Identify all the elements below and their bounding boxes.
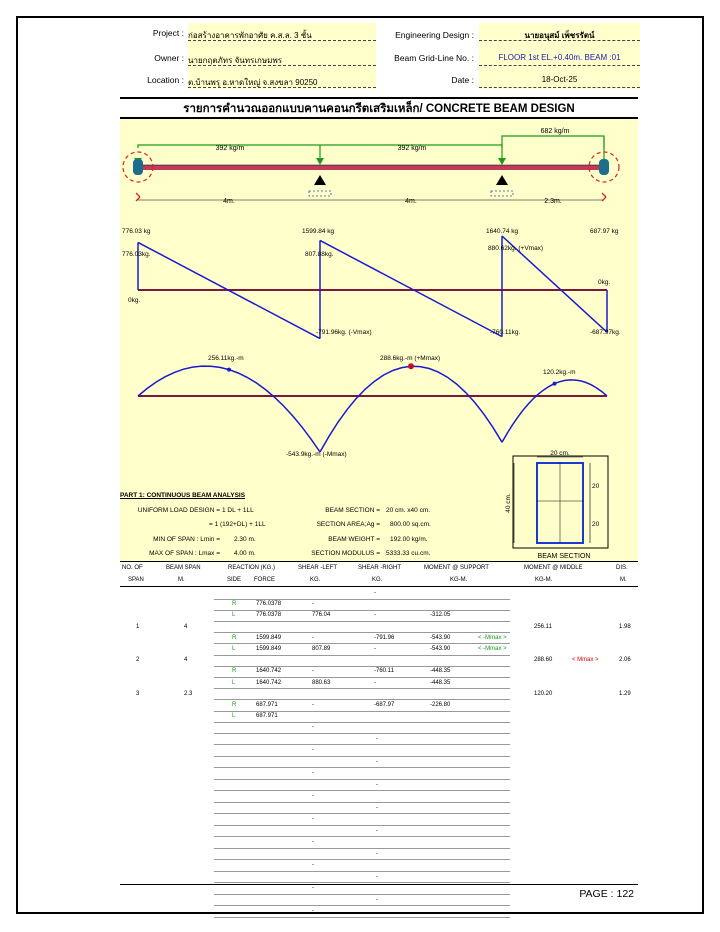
shear-line bbox=[320, 240, 502, 336]
table-cell-mm: 288.60 bbox=[534, 657, 553, 664]
col-head: KG-M. bbox=[450, 577, 468, 583]
table-row bbox=[120, 826, 638, 837]
owner-label: Owner : bbox=[154, 53, 184, 63]
reaction-4: 687.97 kg bbox=[590, 228, 619, 235]
moment-label: 120.2kg.-m bbox=[543, 369, 576, 376]
table-row bbox=[120, 678, 638, 689]
col-head: SHEAR -RIGHT bbox=[358, 565, 402, 571]
table-cell: - bbox=[376, 873, 378, 880]
engineer-value: นายอนุสม์ เพ็ชรรัตน์ bbox=[524, 31, 595, 40]
table-row bbox=[120, 883, 638, 894]
table-row bbox=[120, 700, 638, 711]
table-cell-sl: 880.63 bbox=[312, 679, 331, 686]
table-cell: - bbox=[312, 885, 314, 892]
span-label-3: 2.3m. bbox=[544, 198, 562, 205]
table-cell: - bbox=[312, 839, 314, 846]
col-head: M. bbox=[178, 577, 185, 583]
max-span-value: 4.00 m. bbox=[234, 550, 256, 557]
table-cell-force: 1599.849 bbox=[256, 646, 282, 652]
table-cell-force: 1640.742 bbox=[256, 679, 282, 686]
table-cell-sr: -760.11 bbox=[374, 668, 394, 675]
shear-label: 0kg. bbox=[598, 279, 611, 286]
moment-peak bbox=[553, 382, 557, 386]
moment-curve bbox=[502, 380, 607, 442]
page-title: รายการคำนวณออกแบบคานคอนกรีตเสริมเหล็ก/ CONCRETE BEAM DESIGN bbox=[183, 103, 575, 115]
shear-label: -687.97kg. bbox=[590, 329, 621, 336]
moment-label: 256.11kg.-m bbox=[208, 355, 244, 362]
table-cell-side: R bbox=[232, 668, 237, 675]
table-cell-ms: -226.80 bbox=[430, 702, 451, 708]
section-frame bbox=[513, 456, 608, 548]
table-cell-dis: 2.06 bbox=[619, 657, 631, 664]
table-cell-tag: < -Mmax > bbox=[478, 634, 507, 641]
table-row bbox=[120, 791, 638, 802]
table-row bbox=[120, 757, 638, 768]
table-cell-span: 3 bbox=[136, 690, 140, 697]
table-cell: - bbox=[312, 770, 314, 777]
table-cell-len: 4 bbox=[184, 657, 188, 664]
table-row bbox=[120, 599, 638, 610]
table-cell: - bbox=[312, 862, 314, 869]
table-row bbox=[120, 622, 638, 633]
table-cell: - bbox=[312, 747, 314, 754]
table-cell: - bbox=[312, 908, 314, 915]
table-row bbox=[120, 906, 638, 917]
grid-value: FLOOR 1st EL.+0.40m. BEAM :01 bbox=[498, 53, 621, 62]
table-cell-sl: 807.89 bbox=[312, 646, 331, 652]
section-caption: BEAM SECTION bbox=[537, 553, 591, 560]
table-cell: - bbox=[376, 896, 378, 903]
beam-weight-label: BEAM WEIGHT = bbox=[328, 536, 380, 543]
table-row bbox=[120, 689, 638, 700]
col-head: SPAN bbox=[128, 577, 144, 583]
table-cell-side: L bbox=[232, 679, 236, 686]
table-cell-mm: 256.11 bbox=[534, 623, 552, 630]
col-head: BEAM SPAN bbox=[166, 565, 201, 571]
section-part: 20 bbox=[592, 521, 600, 528]
table-cell-side: R bbox=[232, 601, 237, 608]
col-head: MOMENT @ MIDDLE bbox=[524, 565, 583, 571]
shear-label: -791.96kg. (-Vmax) bbox=[316, 329, 372, 336]
col-head: SHEAR -LEFT bbox=[298, 565, 338, 571]
table-cell: - bbox=[312, 816, 314, 823]
table-row bbox=[120, 803, 638, 814]
engineer-label: Engineering Design : bbox=[395, 30, 474, 40]
table-cell-sr: - bbox=[374, 679, 376, 686]
span-label-1: 4m. bbox=[223, 198, 235, 205]
table-cell-ms: -448.35 bbox=[430, 679, 451, 686]
pin-support-1 bbox=[314, 175, 326, 185]
table-cell-ms: -312.05 bbox=[430, 612, 451, 619]
table-cell-span: 1 bbox=[136, 623, 140, 630]
col-head: KG. bbox=[372, 577, 383, 583]
table-row bbox=[120, 745, 638, 756]
table-row bbox=[120, 711, 638, 722]
col-head: KG-M. bbox=[535, 577, 553, 583]
table-bottom-rule bbox=[120, 884, 638, 885]
owner-value: นายกฤตภัทร จันทรเกษมพร bbox=[188, 56, 283, 65]
page-number: PAGE : 122 bbox=[579, 888, 634, 900]
col-head: M. bbox=[620, 577, 627, 583]
table-cell-span: 2 bbox=[136, 657, 140, 664]
table-cell: - bbox=[312, 793, 314, 800]
load-label-2: 392 kg/m bbox=[397, 145, 427, 152]
table-row bbox=[120, 610, 638, 621]
project-value: ก่อสร้างอาคารพักอาศัย ค.ส.ล. 3 ชั้น bbox=[188, 31, 312, 40]
location-label: Location : bbox=[147, 75, 184, 85]
table-row bbox=[120, 722, 638, 733]
date-label: Date : bbox=[451, 75, 474, 85]
table-row bbox=[120, 814, 638, 825]
min-span-value: 2.30 m. bbox=[234, 536, 256, 543]
table-cell-side: R bbox=[232, 634, 237, 641]
span-label-2: 4m. bbox=[405, 198, 417, 205]
table-row bbox=[120, 734, 638, 745]
section-height: 40 cm. bbox=[505, 493, 512, 513]
part1-heading: PART 1: CONTINUOUS BEAM ANALYSIS bbox=[120, 492, 246, 499]
moment-peak bbox=[227, 368, 231, 372]
table-cell-force: 1599.849 bbox=[256, 634, 282, 641]
col-head: KG. bbox=[310, 577, 321, 583]
col-head: REACTION (KG.) bbox=[228, 565, 276, 571]
table-cell-sl: - bbox=[312, 668, 314, 675]
table-cell: - bbox=[312, 724, 314, 731]
beam-section-value: 20 cm. x40 cm. bbox=[386, 507, 431, 514]
table-cell-force: 776.0378 bbox=[256, 601, 282, 608]
table-cell-sl: - bbox=[312, 634, 314, 641]
table-cell-side: R bbox=[232, 702, 237, 708]
table-cell-force: 776.0378 bbox=[256, 612, 282, 619]
date-value: 18-Oct-25 bbox=[541, 75, 578, 84]
shear-label: 0kg. bbox=[128, 297, 141, 304]
moment-curve bbox=[138, 366, 320, 452]
load-label-3: 682 kg/m bbox=[540, 128, 570, 135]
table-cell: - bbox=[376, 781, 378, 788]
table-cell-force: 687.971 bbox=[256, 702, 278, 708]
section-modulus-label: SECTION MODULUS = bbox=[311, 550, 380, 557]
moment-label: -543.9kg.-m (-Mmax) bbox=[286, 451, 347, 458]
table-cell-sl: - bbox=[312, 702, 314, 708]
table-row bbox=[120, 895, 638, 906]
beam-weight-value: 192.00 kg/m. bbox=[390, 536, 428, 543]
grid-label: Beam Grid-Line No. : bbox=[394, 53, 474, 63]
table-cell-len: 4 bbox=[184, 623, 188, 630]
table-row bbox=[120, 666, 638, 677]
col-head: NO. OF bbox=[122, 565, 143, 571]
reaction-1: 776.03 kg bbox=[122, 228, 151, 235]
table-cell-sl: - bbox=[312, 601, 314, 608]
beam-section-label: BEAM SECTION = bbox=[325, 507, 380, 514]
table-cell: - bbox=[376, 850, 378, 857]
load-design-value: = 1 (192+DL) + 1LL bbox=[209, 521, 266, 528]
table-cell-sl: 776.04 bbox=[312, 612, 331, 619]
table-row bbox=[120, 768, 638, 779]
table-cell: - bbox=[376, 827, 378, 834]
table-row bbox=[120, 644, 638, 655]
shear-label: -760.11kg. bbox=[490, 329, 521, 336]
table-cell-ms: -448.35 bbox=[430, 668, 451, 675]
table-cell-force: 687.971 bbox=[256, 713, 278, 720]
table-row bbox=[120, 849, 638, 860]
row-rule bbox=[214, 917, 510, 918]
table-cell-force: 1640.742 bbox=[256, 668, 282, 675]
table-row bbox=[120, 780, 638, 791]
table-cell-tag: < -Mmax > bbox=[478, 646, 507, 652]
table-cell-sr: - bbox=[374, 590, 376, 596]
col-head: DIS. bbox=[616, 565, 628, 571]
load-lines bbox=[138, 136, 604, 160]
table-cell-side: L bbox=[232, 612, 236, 619]
table-cell-ms: -543.90 bbox=[430, 634, 451, 641]
load-arrows bbox=[134, 158, 506, 165]
moment-peak bbox=[408, 363, 414, 369]
col-head: SIDE bbox=[227, 577, 242, 583]
table-head-1 bbox=[120, 563, 638, 574]
project-label: Project : bbox=[152, 28, 184, 38]
table-cell-dis: 1.29 bbox=[619, 690, 631, 697]
table-cell-mm: 120.20 bbox=[534, 690, 553, 697]
moment-curve bbox=[320, 366, 502, 452]
section-width: 20 cm. bbox=[550, 450, 570, 457]
support-block bbox=[599, 159, 609, 175]
moment-diagram bbox=[138, 363, 607, 452]
table-cell: - bbox=[376, 735, 378, 742]
table-cell-sr: - bbox=[374, 646, 376, 652]
table-row bbox=[120, 655, 638, 666]
table-cell-side: L bbox=[232, 713, 236, 720]
col-head: FORCE bbox=[254, 577, 275, 583]
table-row bbox=[120, 860, 638, 871]
table-cell-ms: -543.90 bbox=[430, 646, 451, 652]
load-design-label: UNIFORM LOAD DESIGN = bbox=[137, 507, 220, 514]
section-modulus-value: 5333.33 cu.cm. bbox=[386, 550, 431, 557]
load-label-1: 392 kg/m bbox=[215, 145, 245, 152]
section-area-label: SECTION AREA;Ag = bbox=[316, 521, 380, 528]
table-cell-dis: 1.98 bbox=[619, 623, 631, 630]
shear-label: 776.03kg. bbox=[122, 251, 151, 258]
table-cell: - bbox=[376, 758, 378, 765]
shear-label: 807.88kg. bbox=[305, 251, 334, 258]
section-part: 20 bbox=[592, 483, 600, 490]
reaction-3: 1640.74 kg bbox=[486, 228, 519, 235]
load-design-value: 1 DL + 1LL bbox=[222, 507, 254, 514]
table-cell-sr: -687.97 bbox=[374, 702, 395, 708]
table-row bbox=[120, 588, 638, 599]
location-value: ต.บ้านพรุ อ.หาดใหญ่ จ.สงขลา 90250 bbox=[188, 78, 318, 87]
table-cell: - bbox=[376, 804, 378, 811]
table-head-rule bbox=[120, 586, 638, 587]
moment-label: 288.6kg.-m (+Mmax) bbox=[380, 355, 441, 362]
beam-line bbox=[138, 165, 604, 170]
support-block bbox=[133, 159, 143, 175]
min-span-label: MIN OF SPAN : Lmin = bbox=[153, 536, 220, 543]
table-row bbox=[120, 872, 638, 883]
reaction-2: 1599.84 kg bbox=[302, 228, 335, 235]
table-cell-sr: -791.96 bbox=[374, 634, 395, 641]
table-cell-sr: - bbox=[374, 612, 376, 619]
table-row bbox=[120, 837, 638, 848]
table-row bbox=[120, 633, 638, 644]
section-area-value: 800.00 sq.cm. bbox=[390, 521, 431, 528]
col-head: MOMENT @ SUPPORT bbox=[424, 565, 489, 571]
shear-label: 880.62kg. (+Vmax) bbox=[488, 245, 544, 252]
table-cell-side: L bbox=[232, 646, 236, 652]
pin-support-2 bbox=[496, 175, 508, 185]
table-top-rule bbox=[120, 561, 638, 562]
table-head-2 bbox=[120, 575, 638, 586]
max-span-label: MAX OF SPAN : Lmax = bbox=[149, 550, 220, 557]
table-cell-mtag: < Mmax > bbox=[572, 657, 599, 664]
table-cell-len: 2.3 bbox=[184, 690, 193, 697]
